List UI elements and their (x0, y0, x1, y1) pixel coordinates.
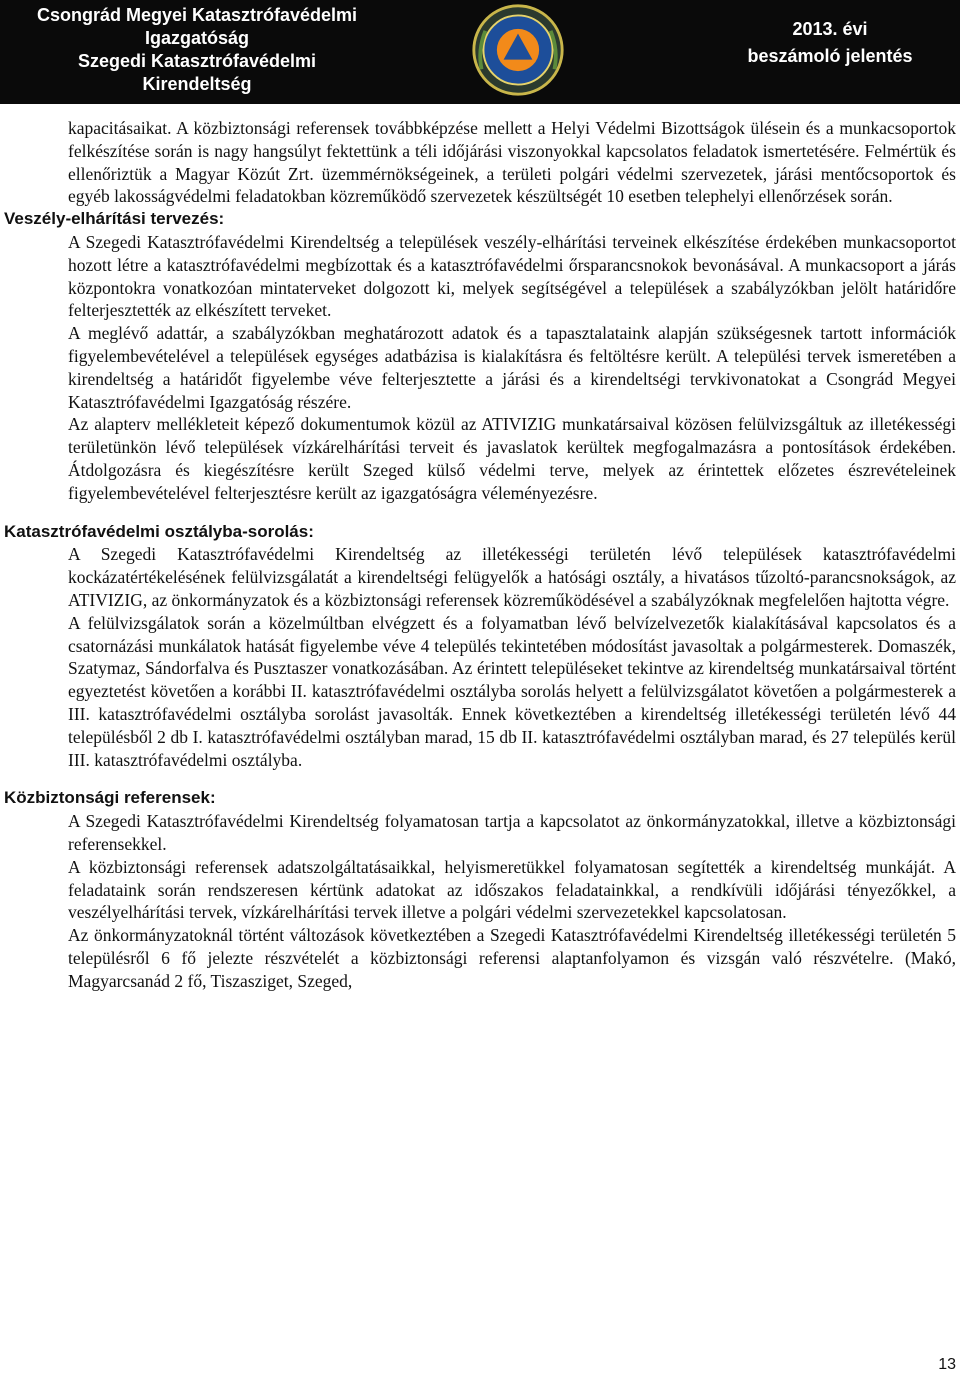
page-number: 13 (938, 1356, 956, 1373)
section-heading-public-safety-officers: Közbiztonsági referensek: (4, 788, 216, 808)
section-heading-classification: Katasztrófavédelmi osztályba-sorolás: (4, 521, 314, 541)
paragraph: A Szegedi Katasztrófavédelmi Kirendeltség a települések veszély-elhárítási terveinek elkészítése érdekében munkacsoportot hozott létre a katasztrófavédelmi megbízottak és a katasztrófavédelmi őrsparancsnokok bevonásával. A munkacsoport a járás központokra vonatkozóan mintaterveket dolgozott ki, melyek segítségével a települések a szabályzókban jelölt határidőre felterjesztették az elkészített terveket. (68, 231, 956, 321)
paragraph: A meglévő adattár, a szabályzókban meghatározott adatok és a tapasztalataink alapján szükségesnek tartott információk figyelembevételével a települések egységes adatbázisa is kialakításra és feltöltésre került. A települési tervek ismeretében a kirendeltség a határidőt figyelembe véve felterjesztette a járási és a kirendeltségi tervkivonatokat a Csongrád Megyei Katasztrófavédelmi Igazgatóság részére. (68, 323, 956, 412)
report-year: 2013. évi (792, 19, 868, 39)
page-content (0, 103, 960, 992)
org-line: Kirendeltség (142, 74, 252, 94)
org-line: Csongrád Megyei Katasztrófavédelmi (36, 5, 358, 25)
paragraph: A Szegedi Katasztrófavédelmi Kirendeltség az illetékességi területén lévő települések katasztrófavédelmi kockázatértékelésének felülvizsgálatát a kirendeltségi felügyelők a hatósági osztály, a hivatásos tűzoltó-parancsnokságok, az ATIVIZIG, az önkormányzatok és a közbiztonsági referensek közreműködésével a szabályzóknak megfelelően hajtotta végre. (68, 544, 956, 610)
report-title (700, 16, 960, 70)
paragraph: Az alapterv mellékleteit képező dokumentumok közül az ATIVIZIG munkatársaival közösen felülvizsgáltuk az illetékességi területünkön lévő települések vízkárelhárítási terveit és javaslatok kerültek megfogalmazásra a pontosítások érdekében. Átdolgozásra és kiegészítésre került Szeged külső védelmi terve, melyek az érintettek előzetes észrevételeinek figyelembevételével felterjesztésre került az igazgatóságra véleményezésre. (68, 414, 956, 503)
section-heading-threat-planning: Veszély-elhárítási tervezés: (4, 209, 225, 229)
paragraph: A felülvizsgálatok során a közelmúltban elvégzett és a folyamatban lévő belvízelvezetők kialakításával kapcsolatos és a csatornázási munkálatok hatását figyelembe véve 4 település tekintetében módosítást javasoltak a polgármesterek. Domaszék, Szatymaz, Sándorfalva és Pusztaszer vonatkozásában. Az érintett településeket tekintve az kirendeltség munkatársaival történt egyeztetést követően a korábbi II. katasztrófavédelmi osztályba sorolás helyett a felülvizsgálatot követően a polgármesterek a III. katasztrófavédelmi osztályba sorolást javasolták. Ennek következtében a kirendeltség illetékességi területén lévő 44 településből 2 db I. katasztrófavédelmi osztályban marad, 15 db II. katasztrófavédelmi osztályban marad, és 27 település kerül III. katasztrófavédelmi osztályba. (68, 612, 956, 770)
disaster-management-emblem-icon (470, 2, 566, 98)
paragraph: A Szegedi Katasztrófavédelmi Kirendeltség folyamatosan tartja a kapcsolatot az önkormányzatokkal, illetve a közbiztonsági referensekkel. (68, 811, 956, 854)
org-line: Szegedi Katasztrófavédelmi (77, 51, 317, 71)
org-line: Igazgatóság (144, 28, 250, 48)
organization-name (6, 4, 388, 96)
intro-paragraph: kapacitásaikat. A közbiztonsági referensek továbbképzése mellett a Helyi Védelmi Bizottságok ülésein és a munkacsoportok felkészítése során is nagy hangsúlyt fektettünk a téli időjárási viszonyokkal kapcsolatos feladatok ismertetésére. Felmértük és ellenőriztük a Magyar Közút Zrt. üzemmérnökségeinek, a területi polgári védelmi szervezetek, járási mentőcsoportok és egyéb lakosságvédelmi feladatokban közreműködő szervezetek készültségét 10 esetben telephelyi ellenőrzések során. (68, 118, 956, 207)
page-header (0, 0, 960, 104)
paragraph: A közbiztonsági referensek adatszolgáltatásaikkal, helyismeretükkel folyamatosan segítették a kirendeltség munkáját. A feladataink során rendszeresen kértünk adatokat az időszakos feladatainkkal, a rendkívüli időjárási tényezőkkel, a veszélyelhárítási tervek, vízkárelhárítási tervek illetve a polgári védelmi szervezetekkel kapcsolatosan. (68, 856, 956, 923)
report-subtitle: beszámoló jelentés (747, 46, 913, 66)
paragraph: Az önkormányzatoknál történt változások következtében a Szegedi Katasztrófavédelmi Kirendeltség illetékességi területén 5 településről 6 fő jelezte részvételét a közbiztonsági referensi alaptanfolyamon és vizsgán való részvételre. (Makó, Magyarcsanád 2 fő, Tiszasziget, Szeged, (68, 925, 956, 991)
